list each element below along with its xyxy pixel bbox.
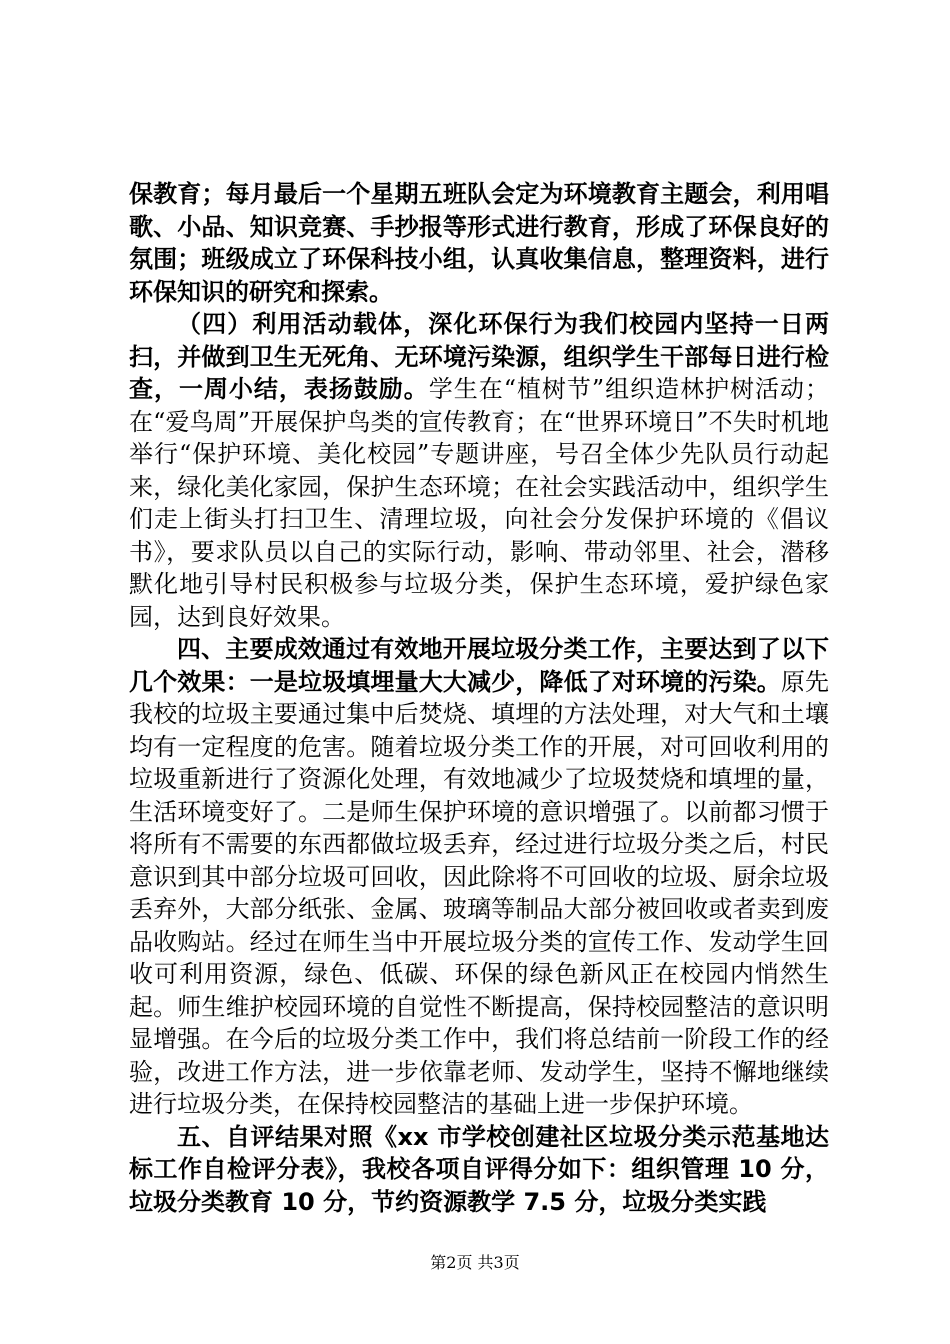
paragraph-2 (129, 308, 829, 633)
paragraph-2-bold-text: （四）利用活动载体，深化环保行为我们校园内坚持一日两扫，并做到卫生无死角、无环境污染源，组织学生干部每日进行检查，一周小结，表扬鼓励。 (129, 310, 829, 403)
paragraph-4-bold-text: 五、自评结果对照《xx 市学校创建社区垃圾分类示范基地达标工作自检评分表》，我校各项自评得分如下：组织管理 10 分，垃圾分类教育 10 分，节约资源教学 7.5 分，垃圾分类实践 (129, 1122, 829, 1216)
paragraph-3 (129, 633, 829, 1121)
paragraph-1 (129, 178, 829, 308)
paragraph-3-bold-text: 四、主要成效通过有效地开展垃圾分类工作，主要达到了以下几个效果：一是垃圾填埋量大大减少，降低了对环境的污染。 (129, 635, 829, 696)
page-footer (0, 1250, 950, 1273)
paragraph-4 (129, 1121, 829, 1219)
paragraph-1-bold-text: 保教育；每月最后一个星期五班队会定为环境教育主题会，利用唱歌、小品、知识竞赛、手抄报等形式进行教育，形成了环保良好的氛围；班级成立了环保科技小组，认真收集信息，整理资料，进行环保知识的研究和探索。 (129, 180, 829, 306)
document-body (129, 178, 829, 1218)
paragraph-3-normal-text: 原先我校的垃圾主要通过集中后焚烧、填埋的方法处理，对大气和土壤均有一定程度的危害。随着垃圾分类工作的开展，对可回收利用的垃圾重新进行了资源化处理，有效地减少了垃圾焚烧和填埋的量，生活环境变好了。二是师生保护环境的意识增强了。以前都习惯于将所有不需要的东西都做垃圾丢弃，经过进行垃圾分类之后，村民意识到其中部分垃圾可回收，因此除将不可回收的垃圾、厨余垃圾丢弃外，大部分纸张、金属、玻璃等制品大部分被回收或者卖到废品收购站。经过在师生当中开展垃圾分类的宣传工作、发动学生回收可利用资源，绿色、低碳、环保的绿色新风正在校园内悄然生起。师生维护校园环境的自觉性不断提高，保持校园整洁的意识明显增强。在今后的垃圾分类工作中，我们将总结前一阶段工作的经验，改进工作方法，进一步依靠老师、发动学生，坚持不懈地继续进行垃圾分类，在保持校园整洁的基础上进一步保护环境。 (129, 667, 830, 1118)
paragraph-2-normal-text: 学生在“植树节”组织造林护树活动；在“爱鸟周”开展保护鸟类的宣传教育；在“世界环境日”不失时机地举行“保护环境、美化校园”专题讲座，号召全体少先队员行动起来，绿化美化家园，保护生态环境；在社会实践活动中，组织学生们走上街头打扫卫生、清理垃圾，向社会分发保护环境的《倡议书》，要求队员以自己的实际行动，影响、带动邻里、社会，潜移默化地引导村民积极参与垃圾分类，保护生态环境，爱护绿色家园，达到良好效果。 (129, 375, 829, 631)
page-number-label: 第2页 共3页 (430, 1253, 520, 1272)
